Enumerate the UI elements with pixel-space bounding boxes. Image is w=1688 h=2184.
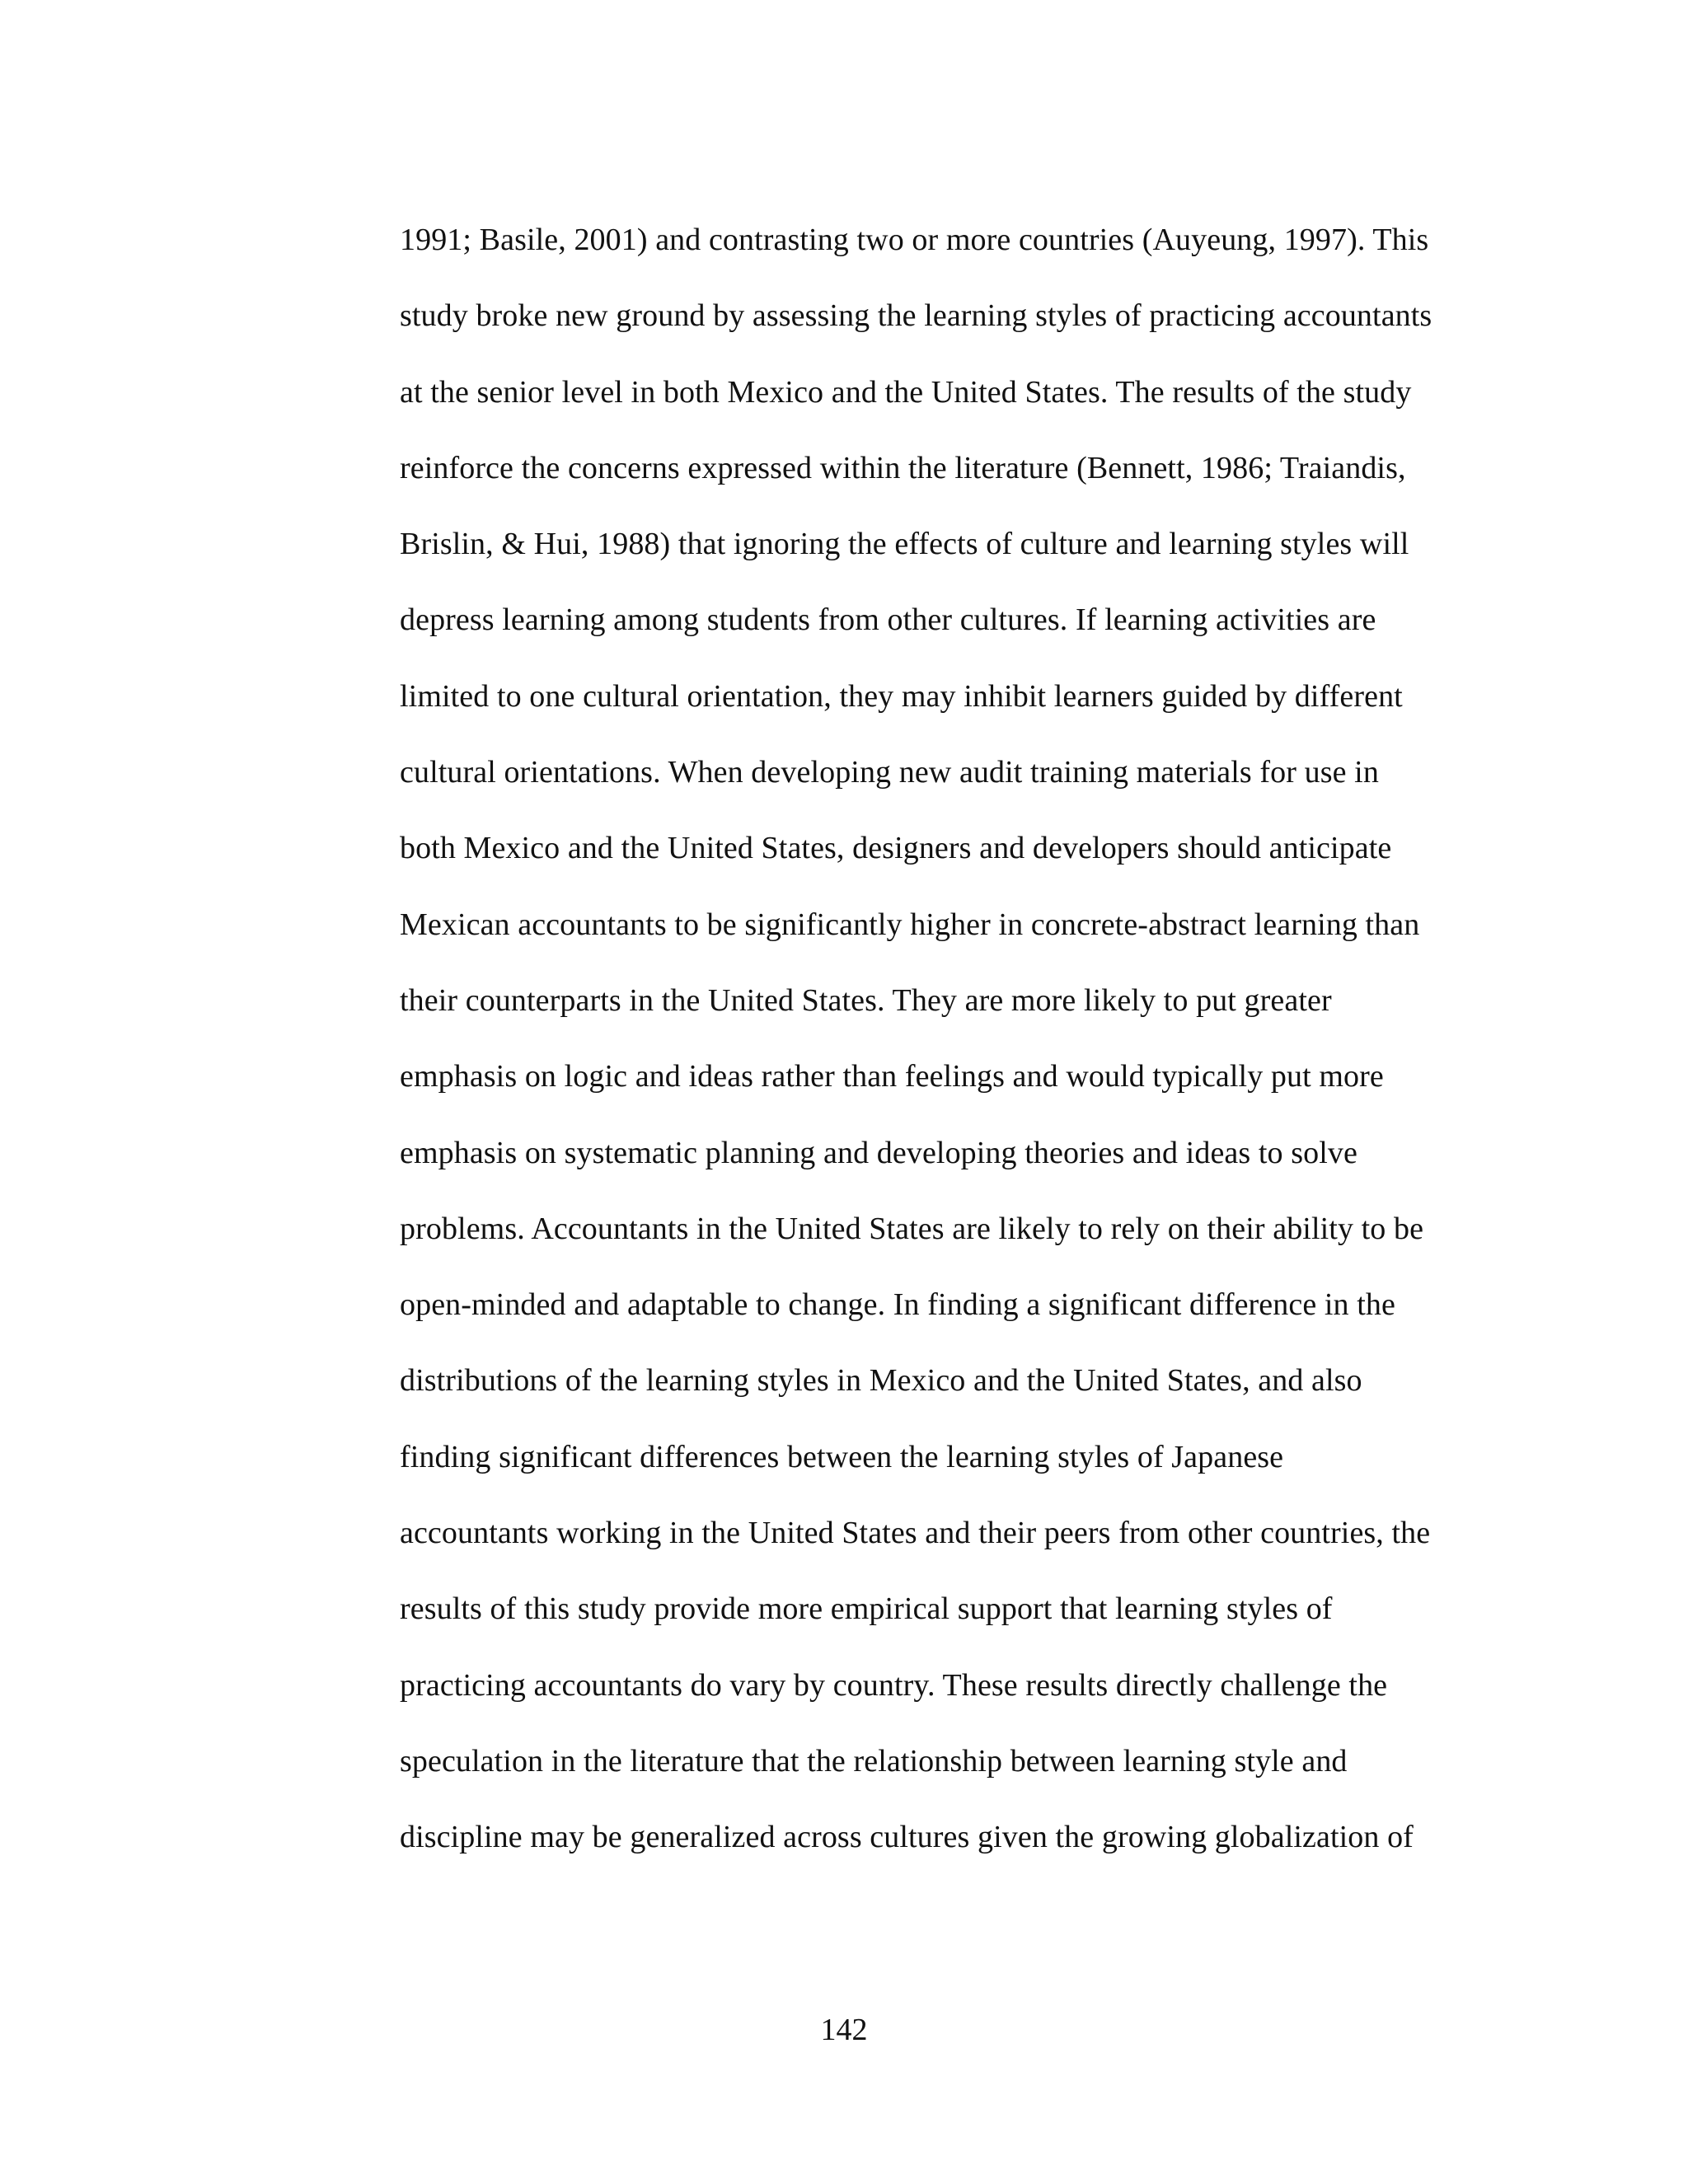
text-line: cultural orientations. When developing new audit training materials for use in: [400, 755, 1379, 790]
text-line: limited to one cultural orientation, they may inhibit learners guided by different: [400, 678, 1403, 714]
text-line: accountants working in the United States and their peers from other countries, the: [400, 1516, 1431, 1551]
text-line: discipline may be generalized across cultures given the growing globalization of: [400, 1820, 1414, 1855]
text-line: finding significant differences between the learning styles of Japanese: [400, 1439, 1284, 1474]
text-line: practicing accountants do vary by country. These results directly challenge the: [400, 1667, 1388, 1703]
text-line: speculation in the literature that the relationship between learning style and: [400, 1743, 1348, 1779]
text-line: results of this study provide more empirical support that learning styles of: [400, 1591, 1333, 1627]
text-line: open-minded and adaptable to change. In finding a significant difference in the: [400, 1287, 1395, 1323]
text-line: their counterparts in the United States. They are more likely to put greater: [400, 982, 1332, 1018]
text-line: problems. Accountants in the United States are likely to rely on their ability to be: [400, 1211, 1424, 1246]
text-line: distributions of the learning styles in Mexico and the United States, and also: [400, 1363, 1362, 1399]
text-line: emphasis on systematic planning and developing theories and ideas to solve: [400, 1135, 1357, 1170]
text-line: Brislin, & Hui, 1988) that ignoring the effects of culture and learning styles will: [400, 527, 1409, 562]
text-line: study broke new ground by assessing the learning styles of practicing accountants: [400, 298, 1432, 334]
page-number: 142: [820, 2013, 868, 2047]
text-line: depress learning among students from other cultures. If learning activities are: [400, 602, 1376, 638]
text-line: both Mexico and the United States, designers and developers should anticipate: [400, 831, 1392, 866]
text-line: reinforce the concerns expressed within the literature (Bennett, 1986; Traiandis,: [400, 450, 1406, 485]
text-line: at the senior level in both Mexico and the United States. The results of the study: [400, 374, 1412, 410]
text-line: Mexican accountants to be significantly higher in concrete-abstract learning than: [400, 907, 1420, 942]
body-paragraph: [400, 213, 1484, 1886]
text-line: 1991; Basile, 2001) and contrasting two or more countries (Auyeung, 1997). This: [400, 223, 1429, 257]
text-line: emphasis on logic and ideas rather than feelings and would typically put more: [400, 1059, 1384, 1094]
